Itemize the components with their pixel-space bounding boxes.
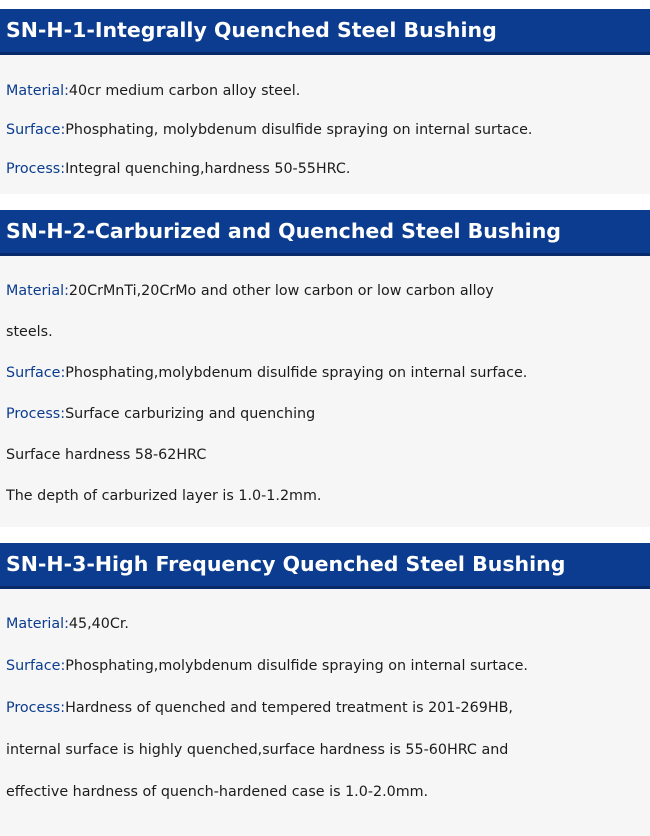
section-title: SN-H-3-High Frequency Quenched Steel Bushing bbox=[0, 543, 650, 589]
process-label: Process: bbox=[6, 700, 66, 716]
process-line bbox=[6, 687, 644, 729]
process-value: Integral quenching,hardness 50-55HRC. bbox=[65, 161, 351, 177]
surface-label: Surface: bbox=[6, 658, 66, 674]
process-value: Surface carburizing and quenching bbox=[65, 406, 316, 422]
material-line-continued: steels. bbox=[6, 324, 53, 340]
material-line bbox=[6, 72, 644, 111]
process-value: Hardness of quenched and tempered treatment is 201-269HB, bbox=[65, 700, 513, 716]
section-sn-h-3 bbox=[0, 543, 650, 836]
carburized-depth-line: The depth of carburized layer is 1.0-1.2mm. bbox=[6, 488, 322, 504]
process-label: Process: bbox=[6, 161, 66, 177]
material-line bbox=[6, 271, 644, 312]
material-label: Material: bbox=[6, 616, 69, 632]
surface-label: Surface: bbox=[6, 365, 66, 381]
surface-line bbox=[6, 645, 644, 687]
surface-hardness-line: Surface hardness 58-62HRC bbox=[6, 447, 207, 463]
surface-value: Phosphating, molybdenum disulfide spraying on internal surtace. bbox=[65, 122, 533, 138]
section-title: SN-H-1-Integrally Quenched Steel Bushing bbox=[0, 9, 650, 55]
process-line-continued: effective hardness of quench-hardened case is 1.0-2.0mm. bbox=[6, 784, 429, 800]
section-body bbox=[0, 256, 650, 517]
surface-label: Surface: bbox=[6, 122, 66, 138]
material-value: 40cr medium carbon alloy steel. bbox=[68, 83, 301, 99]
material-value: 20CrMnTi,20CrMo and other low carbon or low carbon alloy bbox=[68, 283, 494, 299]
section-body bbox=[0, 589, 650, 813]
process-line bbox=[6, 394, 644, 435]
material-label: Material: bbox=[6, 283, 69, 299]
process-line bbox=[6, 150, 644, 189]
material-label: Material: bbox=[6, 83, 69, 99]
material-line bbox=[6, 603, 644, 645]
surface-line bbox=[6, 353, 644, 394]
section-sn-h-2 bbox=[0, 210, 650, 527]
process-label: Process: bbox=[6, 406, 66, 422]
surface-value: Phosphating,molybdenum disulfide spraying on internal surtace. bbox=[65, 658, 528, 674]
material-value: 45,40Cr. bbox=[68, 616, 129, 632]
section-sn-h-1 bbox=[0, 9, 650, 194]
section-body bbox=[0, 55, 650, 189]
section-title: SN-H-2-Carburized and Quenched Steel Bushing bbox=[0, 210, 650, 256]
process-line-continued: internal surface is highly quenched,surface hardness is 55-60HRC and bbox=[6, 742, 509, 758]
surface-value: Phosphating,molybdenum disulfide spraying on internal surface. bbox=[65, 365, 528, 381]
surface-line bbox=[6, 111, 644, 150]
